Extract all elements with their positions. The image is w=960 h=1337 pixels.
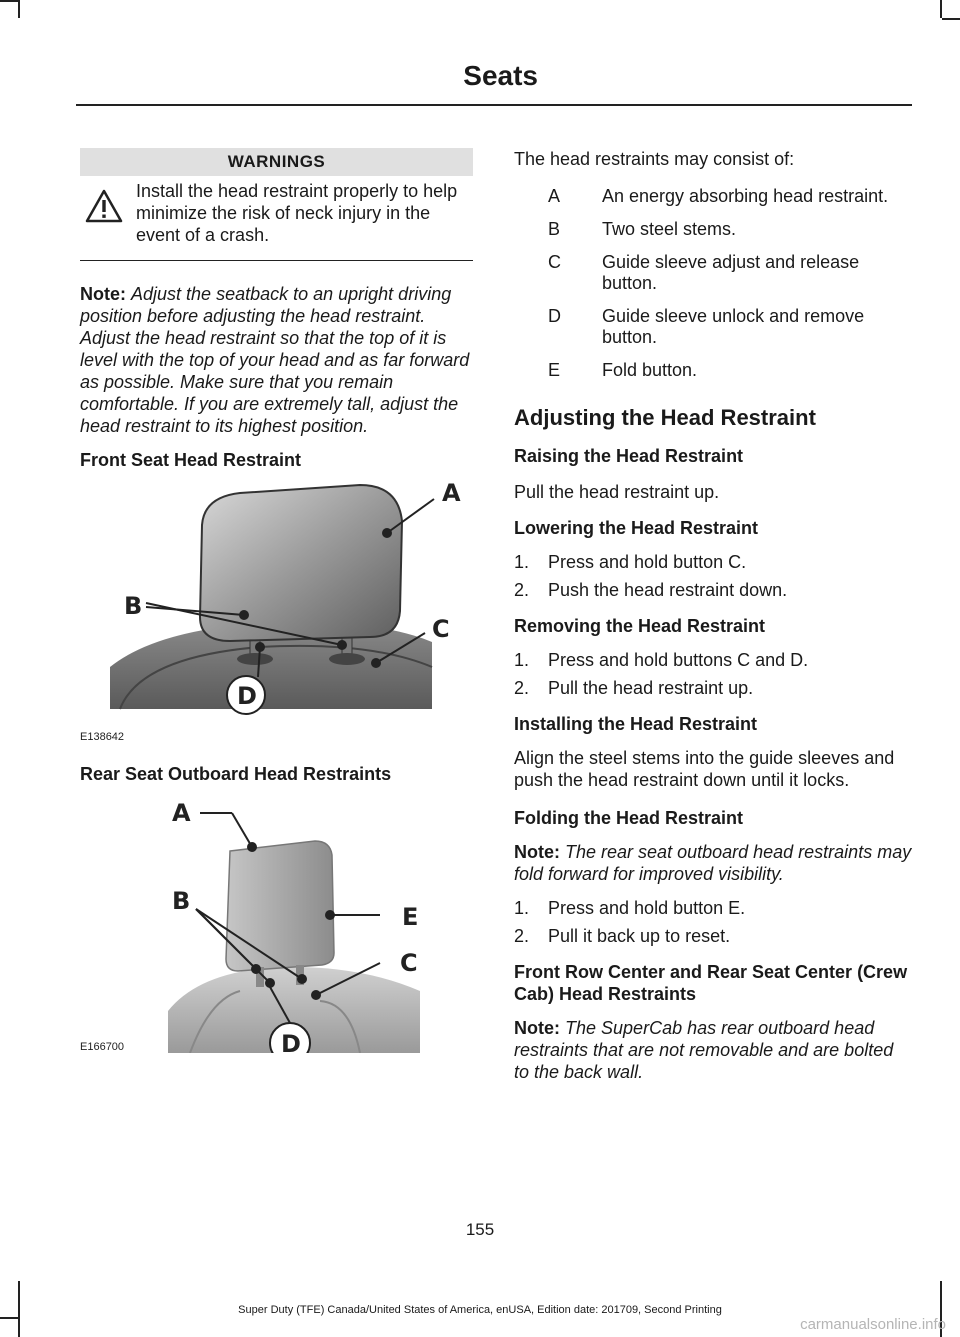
list-item: 1. Press and hold buttons C and D. xyxy=(514,650,809,670)
list-item: B Two steel stems. xyxy=(548,219,737,239)
footer-text: Super Duty (TFE) Canada/United States of America, enUSA, Edition date: 201709, Second Printing xyxy=(238,1304,722,1316)
crop-mark xyxy=(942,18,960,20)
label-c: C xyxy=(400,949,418,977)
page-header xyxy=(0,60,960,92)
lowering-steps xyxy=(514,551,912,601)
warning-triangle-icon xyxy=(84,188,124,224)
removing-heading: Removing the Head Restraint xyxy=(514,616,766,636)
list-item: 1. Press and hold button C. xyxy=(514,552,747,572)
page-title: Seats xyxy=(463,60,538,91)
removing-steps xyxy=(514,649,912,699)
crop-mark xyxy=(0,0,18,2)
label-b: B xyxy=(172,887,191,915)
list-item: E Fold button. xyxy=(548,360,698,380)
note-label: Note: xyxy=(80,284,126,304)
rear-seat-heading: Rear Seat Outboard Head Restraints xyxy=(80,764,392,784)
figure-id: E138642 xyxy=(80,731,125,743)
consist-intro: The head restraints may consist of: xyxy=(514,149,795,169)
crop-mark xyxy=(0,1317,18,1319)
left-column xyxy=(80,148,473,1053)
front-seat-heading: Front Seat Head Restraint xyxy=(80,450,302,470)
list-item: A An energy absorbing head restraint. xyxy=(548,186,889,206)
rear-head-restraint-illustration xyxy=(80,791,473,1053)
list-item: 1. Press and hold button E. xyxy=(514,898,746,918)
crop-mark xyxy=(18,0,20,18)
header-rule xyxy=(76,104,912,106)
warning-body xyxy=(80,176,473,261)
raising-text: Pull the head restraint up. xyxy=(514,482,720,502)
label-e: E xyxy=(402,903,419,931)
component-list xyxy=(514,186,912,381)
folding-note xyxy=(514,841,912,885)
list-item: C Guide sleeve adjust and release button. xyxy=(548,252,860,293)
note-text: The rear seat outboard head restraints may fold forward for improved visibility. xyxy=(514,842,912,884)
section-heading: Adjusting the Head Restraint xyxy=(514,405,816,430)
front-head-restraint-figure xyxy=(80,477,473,743)
label-d: D xyxy=(237,682,257,710)
right-column xyxy=(514,148,912,1083)
note-adjust xyxy=(80,283,473,437)
label-a: A xyxy=(442,479,461,507)
raising-heading: Raising the Head Restraint xyxy=(514,446,744,466)
list-item: 2. Pull it back up to reset. xyxy=(514,926,731,946)
label-d: D xyxy=(281,1030,301,1053)
folding-steps xyxy=(514,897,912,947)
page-number: 155 xyxy=(465,1220,495,1239)
lowering-heading: Lowering the Head Restraint xyxy=(514,518,759,538)
label-b: B xyxy=(124,592,143,620)
center-heading: Front Row Center and Rear Seat Center (Crew Cab) Head Restraints xyxy=(514,962,908,1004)
list-item: 2. Pull the head restraint up. xyxy=(514,678,754,698)
note-label: Note: xyxy=(514,842,560,862)
rear-head-restraint-figure xyxy=(80,791,473,1053)
label-c: C xyxy=(432,615,450,643)
warning-text: Install the head restraint properly to help minimize the risk of neck injury in the event of a crash. xyxy=(136,181,458,245)
note-text: Adjust the seatback to an upright driving position before adjusting the head restraint. Adjust the head restraint so that the top of it is level with the top of your head and as far forward as possible. Make sure that you remain comfortable. If you are extremely tall, adjust the head restraint to its highest position. xyxy=(80,284,470,436)
label-a: A xyxy=(172,799,191,827)
folding-heading: Folding the Head Restraint xyxy=(514,808,744,828)
front-head-restraint-illustration xyxy=(80,477,473,743)
watermark[interactable]: carmanualsonline.info xyxy=(800,1316,946,1333)
note-text: The SuperCab has rear outboard head restraints that are not removable and are bolted to the back wall. xyxy=(514,1018,894,1082)
warning-box xyxy=(80,148,473,261)
installing-text: Align the steel stems into the guide sleeves and push the head restraint down until it locks. xyxy=(514,748,895,790)
figure-id: E166700 xyxy=(80,1041,125,1053)
warning-heading: WARNINGS xyxy=(80,148,473,176)
center-note xyxy=(514,1017,912,1083)
installing-heading: Installing the Head Restraint xyxy=(514,714,758,734)
note-label: Note: xyxy=(514,1018,560,1038)
list-item: 2. Push the head restraint down. xyxy=(514,580,788,600)
list-item: D Guide sleeve unlock and remove button. xyxy=(548,306,865,347)
crop-mark xyxy=(940,0,942,18)
